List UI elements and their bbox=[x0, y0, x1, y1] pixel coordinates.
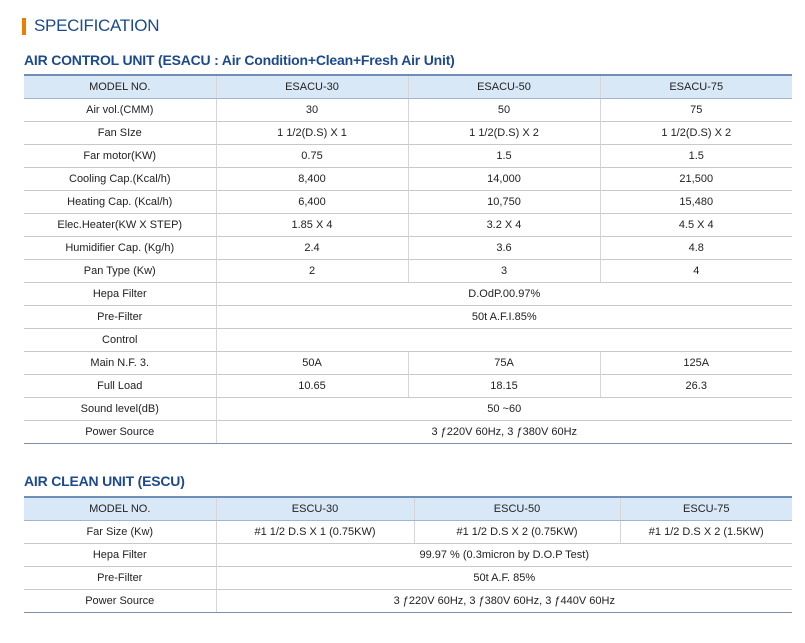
table-cell: 1.5 bbox=[600, 145, 792, 168]
table-cell-merged: 50t A.F.I.85% bbox=[216, 306, 792, 329]
row-label: Pre-Filter bbox=[24, 567, 216, 590]
row-label: Far Size (Kw) bbox=[24, 521, 216, 544]
table-cell: #1 1/2 D.S X 1 (0.75KW) bbox=[216, 521, 414, 544]
table-cell: 75A bbox=[408, 352, 600, 375]
table-cell: 6,400 bbox=[216, 191, 408, 214]
table-row bbox=[24, 375, 792, 398]
row-label: Sound level(dB) bbox=[24, 398, 216, 421]
table-row bbox=[24, 260, 792, 283]
table-header-row bbox=[24, 75, 792, 99]
table-row bbox=[24, 99, 792, 122]
table-cell: 8,400 bbox=[216, 168, 408, 191]
row-label: Power Source bbox=[24, 421, 216, 444]
row-label: Pan Type (Kw) bbox=[24, 260, 216, 283]
table-row bbox=[24, 521, 792, 544]
header-cell: ESACU-75 bbox=[600, 75, 792, 99]
table-cell: 2.4 bbox=[216, 237, 408, 260]
table-cell: 50 bbox=[408, 99, 600, 122]
table-row bbox=[24, 590, 792, 613]
table-row bbox=[24, 283, 792, 306]
page-title: SPECIFICATION bbox=[34, 16, 160, 35]
table-cell: 1.5 bbox=[408, 145, 600, 168]
table-cell: 15,480 bbox=[600, 191, 792, 214]
table-cell: 30 bbox=[216, 99, 408, 122]
table-cell: 125A bbox=[600, 352, 792, 375]
table-cell: 75 bbox=[600, 99, 792, 122]
table-cell: 3.2 X 4 bbox=[408, 214, 600, 237]
table-cell: 1 1/2(D.S) X 2 bbox=[600, 122, 792, 145]
table-cell-merged: 50 ~60 bbox=[216, 398, 792, 421]
table-cell-merged bbox=[216, 329, 792, 352]
row-label: Fan SIze bbox=[24, 122, 216, 145]
row-label: Control bbox=[24, 329, 216, 352]
air-clean-title: AIR CLEAN UNIT (ESCU) bbox=[24, 473, 185, 489]
row-label: Hepa Filter bbox=[24, 544, 216, 567]
table-cell: 50A bbox=[216, 352, 408, 375]
table-cell: 4.5 X 4 bbox=[600, 214, 792, 237]
table-cell: 1.85 X 4 bbox=[216, 214, 408, 237]
row-label: Cooling Cap.(Kcal/h) bbox=[24, 168, 216, 191]
table-cell-merged: 3 ƒ220V 60Hz, 3 ƒ380V 60Hz bbox=[216, 421, 792, 444]
table-cell-merged: 3 ƒ220V 60Hz, 3 ƒ380V 60Hz, 3 ƒ440V 60Hz bbox=[216, 590, 792, 613]
table-cell-merged: 50t A.F. 85% bbox=[216, 567, 792, 590]
table-row bbox=[24, 237, 792, 260]
air-clean-table bbox=[24, 496, 792, 613]
table-cell: 2 bbox=[216, 260, 408, 283]
table-row bbox=[24, 329, 792, 352]
header-cell: MODEL NO. bbox=[24, 75, 216, 99]
row-label: Full Load bbox=[24, 375, 216, 398]
header-cell: MODEL NO. bbox=[24, 497, 216, 521]
table-cell: 1 1/2(D.S) X 1 bbox=[216, 122, 408, 145]
row-label: Air vol.(CMM) bbox=[24, 99, 216, 122]
row-label: Elec.Heater(KW X STEP) bbox=[24, 214, 216, 237]
table-row bbox=[24, 214, 792, 237]
table-row bbox=[24, 306, 792, 329]
table-row bbox=[24, 398, 792, 421]
table-row bbox=[24, 421, 792, 444]
air-control-table bbox=[24, 74, 792, 444]
header-cell: ESCU-30 bbox=[216, 497, 414, 521]
spec-header bbox=[22, 14, 159, 38]
header-cell: ESACU-30 bbox=[216, 75, 408, 99]
table-cell: 1 1/2(D.S) X 2 bbox=[408, 122, 600, 145]
table-row bbox=[24, 168, 792, 191]
table-row bbox=[24, 352, 792, 375]
table-header-row bbox=[24, 497, 792, 521]
header-cell: ESCU-50 bbox=[414, 497, 620, 521]
row-label: Heating Cap. (Kcal/h) bbox=[24, 191, 216, 214]
table-cell: 10.65 bbox=[216, 375, 408, 398]
row-label: Power Source bbox=[24, 590, 216, 613]
table-cell-merged: D.OdP.00.97% bbox=[216, 283, 792, 306]
row-label: Far motor(KW) bbox=[24, 145, 216, 168]
table-row bbox=[24, 122, 792, 145]
table-row bbox=[24, 145, 792, 168]
table-cell: 26.3 bbox=[600, 375, 792, 398]
row-label: Hepa Filter bbox=[24, 283, 216, 306]
table-cell: 3 bbox=[408, 260, 600, 283]
table-cell: 10,750 bbox=[408, 191, 600, 214]
table-cell: 0.75 bbox=[216, 145, 408, 168]
table-cell-merged: 99.97 % (0.3micron by D.O.P Test) bbox=[216, 544, 792, 567]
table-cell: 18.15 bbox=[408, 375, 600, 398]
table-cell: 3.6 bbox=[408, 237, 600, 260]
table-cell: #1 1/2 D.S X 2 (1.5KW) bbox=[620, 521, 792, 544]
table-cell: #1 1/2 D.S X 2 (0.75KW) bbox=[414, 521, 620, 544]
header-cell: ESCU-75 bbox=[620, 497, 792, 521]
table-cell: 21,500 bbox=[600, 168, 792, 191]
table-row bbox=[24, 544, 792, 567]
table-cell: 14,000 bbox=[408, 168, 600, 191]
row-label: Pre-Filter bbox=[24, 306, 216, 329]
orange-accent-bar bbox=[22, 18, 26, 35]
air-control-title: AIR CONTROL UNIT (ESACU : Air Condition+Clean+Fresh Air Unit) bbox=[24, 52, 455, 68]
table-row bbox=[24, 567, 792, 590]
row-label: Humidifier Cap. (Kg/h) bbox=[24, 237, 216, 260]
table-row bbox=[24, 191, 792, 214]
header-cell: ESACU-50 bbox=[408, 75, 600, 99]
row-label: Main N.F. 3. bbox=[24, 352, 216, 375]
table-cell: 4 bbox=[600, 260, 792, 283]
table-cell: 4.8 bbox=[600, 237, 792, 260]
